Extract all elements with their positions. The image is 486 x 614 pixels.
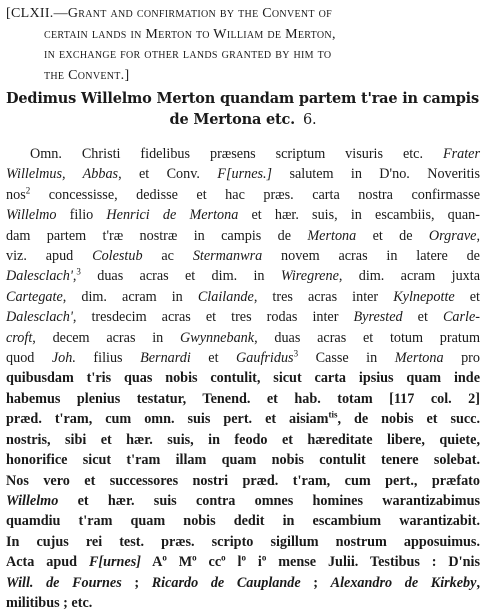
- body-line: Dalesclach', tresdecim acras et tres rodas inter Byrested et Carle-: [6, 309, 480, 326]
- body-line: militibus ; etc.: [6, 594, 93, 611]
- body-line: quibusdam t'ris quas nobis contulit, sicut carta ipsius quam inde: [6, 370, 480, 387]
- body-line: quamdiu t'ram quam nobis dedit in escambium warantizabit.: [6, 513, 480, 530]
- footnote-marker: 3: [76, 266, 81, 277]
- body-line: Willelmo et hær. suis contra omnes homines warantizabimus: [6, 492, 480, 509]
- body-line: Omn. Christi fidelibus præsens scriptum visuris etc. Frater: [30, 146, 480, 162]
- body-line: dam partem t'ræ nostræ in campis de Mertona et de Orgrave,: [6, 227, 480, 244]
- gothic-title-line: [6, 109, 480, 131]
- heading-line: in exchange for other lands granted by him to: [44, 47, 332, 62]
- gothic-title-text: de Mertona etc.: [169, 111, 296, 128]
- body-line: quod Joh. filius Bernardi et Gaufridus$^3$ Casse in Mertona pro: [6, 348, 480, 367]
- gothic-title: [6, 88, 480, 131]
- heading-line: the Convent.]: [44, 67, 130, 83]
- footnote-marker: 2: [25, 185, 31, 196]
- gothic-title-line: Dedimus Willelmo Merton quandam partem t'rae in campis: [6, 90, 479, 107]
- heading-line: certain lands in Merton to William de Merton,: [44, 26, 336, 42]
- body-line: Willelmo filio Henrici de Mertona et hær. suis, in escambiis, quan-: [6, 207, 480, 224]
- body-line: Nos vero et successores nostri præd. t'ram, cum pert., præfato: [6, 472, 480, 489]
- body-line: Dalesclach',$^3$ duas acras et dim. in Wiregrene, dim. acram juxta: [6, 266, 480, 285]
- body-line: nostris, sibi et hær. suis, in feodo et hæreditate libere, quiete,: [6, 431, 480, 448]
- body-line: habemus plenius testatur, Tenend. et hab. totam [117 col. 2]: [6, 390, 480, 407]
- charter-heading: [6, 4, 480, 86]
- body-line: nos$^2$ concessisse, dedisse et hac præs. carta nostra confirmasse: [6, 185, 480, 203]
- charter-body: [6, 144, 480, 613]
- body-line: croft, decem acras in Gwynnebank, duas acras et totum pratum: [6, 329, 480, 346]
- body-line: Acta apud F[urnes] $A^o$ $M^o$ $cc^o$ $l^o$ $i^o$ mense Julii. Testibus : D'nis: [6, 552, 480, 571]
- body-line: honorifice sicut t'ram illam quam nobis contulit tenere solebat.: [6, 452, 480, 469]
- charter-number: 6.: [303, 112, 317, 128]
- footnote-marker: 3: [293, 348, 299, 359]
- body-line: Willelmus, Abbas, et Conv. F[urnes.] salutem in D'no. Noveritis: [6, 166, 481, 183]
- heading-line: [CLXII.—Grant and confirmation by the Convent of: [6, 6, 332, 21]
- body-line: Cartegate, dim. acram in Clailande, tres acras inter Kylnepotte et: [6, 288, 480, 305]
- body-line: Will. de Fournes ; Ricardo de Cauplande ; Alexandro de Kirkeby,: [6, 574, 480, 591]
- body-line: præd. t'ram, cum omn. suis pert. et aisiam$^{tis}$, de nobis et succ.: [6, 409, 480, 428]
- body-line: In cujus rei test. præs. scripto sigillum nostrum apposuimus.: [6, 533, 480, 550]
- body-line: viz. apud Colestub ac Stermanwra novem acras in latere de: [6, 248, 480, 265]
